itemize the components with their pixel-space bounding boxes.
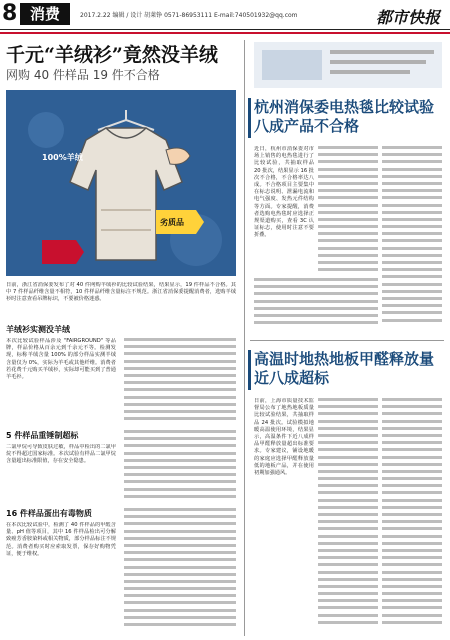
section-body-2: 二氯甲烷可导致皮肤过敏，样品中检出的二氯甲烷不得超过国家标准。本次试验有样品二氯甲烷含量超出标准限值，存在安全隐患。	[6, 444, 116, 465]
article-separator	[250, 340, 444, 341]
lead-intro: 日前，浙江省消保委发布了对 40 件网购羊绒衫的比较试验结果，结果显示，19 件样品不合格。其中 7 件样品纤维含量不相符，10 件样品纤维含量标注不规范。浙江省消保委提醒消费者，选购羊绒衫时注意查看吊牌标识，不要被价格迷惑。	[6, 282, 236, 303]
article2-headline: 高温时地热地板甲醛释放量近八成超标	[254, 350, 435, 387]
masthead-logo: 都市快报	[375, 8, 440, 27]
promo-graphic	[254, 42, 442, 88]
page-header	[0, 0, 450, 30]
text-block-col2b	[124, 430, 236, 502]
column-divider	[244, 40, 245, 636]
article2-body: 日前，上海市质量技术监督局公布了地热地板质量比较试验结果，共抽取样品 24 批次。试验模拟地暖高温使用环境，结果显示，高温条件下近八成样品甲醛释放量超出标准要求。专家建议，铺设地暖的家庭应选择甲醛释放量低的地板产品，并在使用初期加强通风。	[254, 398, 314, 477]
section-body-3: 在本次比较试验中，检测了 40 件样品的甲醛含量、pH 值等项目，其中 16 件样品检出可分解致癌芳香胺染料或相关物质，部分样品标注不规范。消费者购买时应索取发票，保存好购物凭证，便于维权。	[6, 522, 116, 557]
article2-col3	[382, 398, 442, 634]
lead-illustration	[6, 90, 236, 276]
article1-col2	[318, 146, 378, 274]
section-heading-2: 5 件样品重锤制超标	[6, 431, 79, 440]
header-rule	[0, 32, 450, 34]
article1-body: 近日，杭州市消保委对市场上销售的电热毯进行了比较试验，共抽取样品 20 批次，结果显示 16 批次不合格，不合格率达八成。不合格项目主要集中在标志说明、泄漏电流和电气强度、发热元件结构等方面。专家提醒，消费者选购电热毯时应选择正规渠道购买，查看 3C 认证标志，使用时注意不要折叠。	[254, 146, 314, 239]
page-number: 8	[2, 1, 18, 26]
section-body-1: 本次比较试验样品涉及 "FAIRGROUND" 等品牌，样品价格从百余元到千余元不等。检测发现，标称羊绒含量 100% 的部分样品实测羊绒含量仅为 0%，实际为羊毛或其他纤维。消费者若花费千元购买羊绒衫，实际却可能买到了普通羊毛衫。	[6, 338, 116, 381]
text-block-col2	[124, 338, 236, 426]
article1-headline: 杭州消保委电热毯比较试验八成产品不合格	[254, 98, 435, 135]
sweater-illustration	[6, 90, 236, 276]
article1-col3	[382, 146, 442, 332]
header-meta: 2017.2.22 编辑 / 设计 胡莱铮 0571-86953111 E-mail:740501932@qq.com	[80, 12, 298, 19]
tag-label-inferior: 劣质品	[160, 218, 184, 227]
section-label: 消费	[20, 3, 70, 25]
promo-box	[254, 42, 442, 88]
headline-accent-1	[248, 98, 251, 138]
lead-headline: 千元“羊绒衫”竟然没羊绒	[6, 44, 218, 66]
article2-col2	[318, 398, 378, 634]
headline-accent-2	[248, 350, 251, 390]
section-heading-3: 16 件样品蛋出有毒物质	[6, 509, 92, 518]
section-heading-1: 羊绒衫实测没羊绒	[6, 325, 70, 334]
text-block-col2c	[124, 508, 236, 634]
tag-label-wool: 100%羊绒	[42, 153, 83, 162]
article1-lower-text	[254, 278, 378, 332]
lead-subheadline: 网购 40 件样品 19 件不合格	[6, 68, 160, 82]
